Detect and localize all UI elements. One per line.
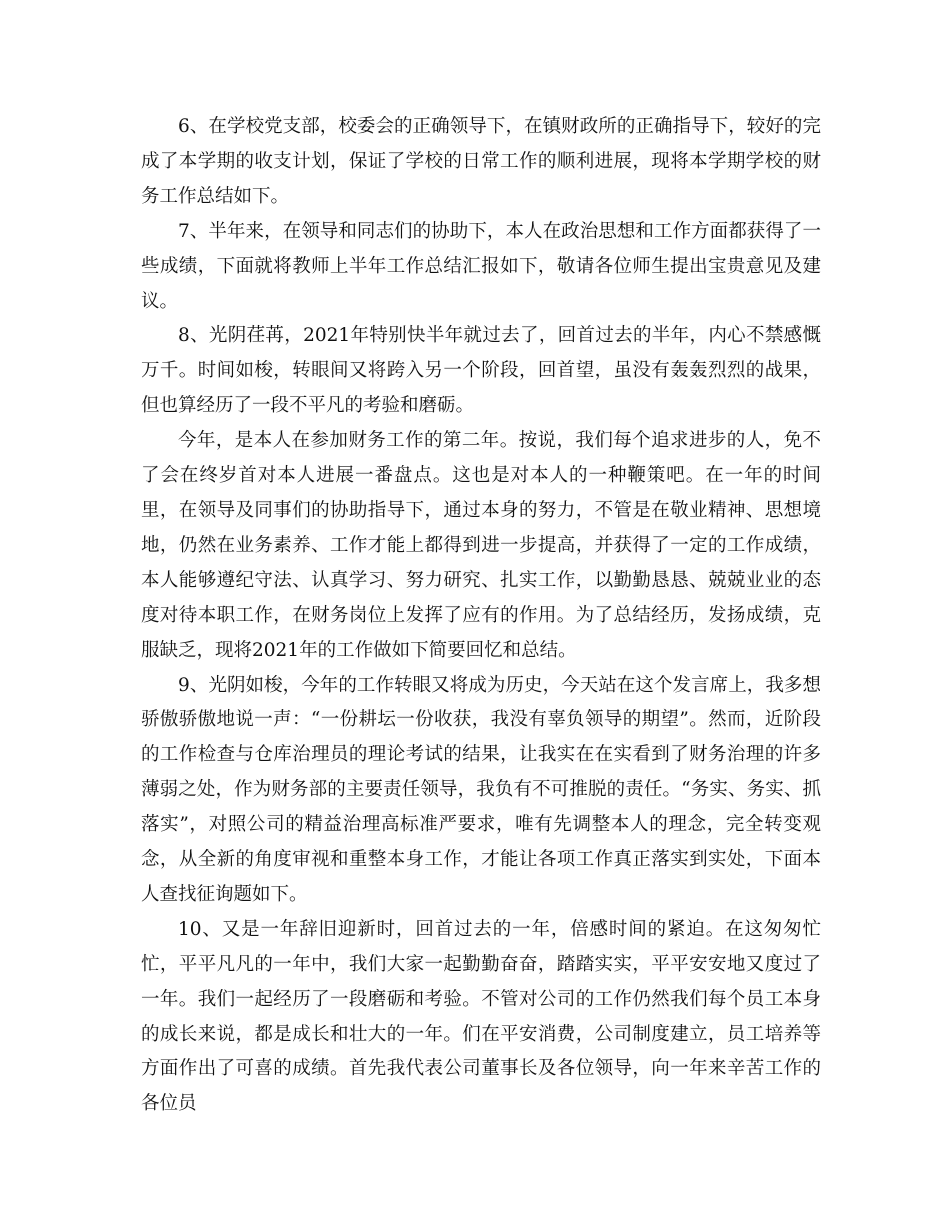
paragraph-7: 7、半年来，在领导和同志们的协助下，本人在政治思想和工作方面都获得了一些成绩，下面就将教师上半年工作总结汇报如下，敬请各位师生提出宝贵意见及建议。 [141, 220, 821, 312]
document-page [141, 110, 821, 1122]
paragraph-6: 6、在学校党支部，校委会的正确领导下，在镇财政所的正确指导下，较好的完成了本学期的收支计划，保证了学校的日常工作的顺利进展，现将本学期学校的财务工作总结如下。 [141, 116, 821, 207]
paragraph-8: 8、光阴荏苒，2021年特别快半年就过去了，回首过去的半年，内心不禁感慨万千。时间如梭，转眼间又将跨入另一个阶段，回首望，虽没有轰轰烈烈的战果，但也算经历了一段不平凡的考验和磨砺。 [141, 325, 821, 417]
paragraph-10: 10、又是一年辞旧迎新时，回首过去的一年，倍感时间的紧迫。在这匆匆忙忙，平平凡凡的一年中，我们大家一起勤勤奋奋，踏踏实实，平平安安地又度过了一年。我们一起经历了一段磨砺和考验。不管对公司的工作仍然我们每个员工本身的成长来说，都是成长和壮大的一年。们在平安消费，公司制度建立，员工培养等方面作出了可喜的成绩。首先我代表公司董事长及各位领导，向一年来辛苦工作的各位员 [141, 918, 821, 1115]
paragraph-9: 9、光阴如梭，今年的工作转眼又将成为历史，今天站在这个发言席上，我多想骄傲骄傲地说一声：“一份耕坛一份收获，我没有辜负领导的期望”。然而，近阶段的工作检查与仓库治理员的理论考试的结果，让我实在在实看到了财务治理的许多薄弱之处，作为财务部的主要责任领导，我负有不可推脱的责任。“务实、务实、抓落实”，对照公司的精益治理高标准严要求，唯有先调整本人的理念，完全转变观念，从全新的角度审视和重整本身工作，才能让各项工作真正落实到实处，下面本人查找征询题如下。 [141, 674, 821, 905]
paragraph-this-year: 今年，是本人在参加财务工作的第二年。按说，我们每个追求进步的人，免不了会在终岁首对本人进展一番盘点。这也是对本人的一种鞭策吧。在一年的时间里，在领导及同事们的协助指导下，通过本身的努力，不管是在敬业精神、思想境地，仍然在业务素养、工作才能上都得到进一步提高，并获得了一定的工作成绩，本人能够遵纪守法、认真学习、努力研究、扎实工作，以勤勤恳恳、兢兢业业的态度对待本职工作，在财务岗位上发挥了应有的作用。为了总结经历，发扬成绩，克服缺乏，现将2021年的工作做如下简要回忆和总结。 [141, 430, 821, 661]
